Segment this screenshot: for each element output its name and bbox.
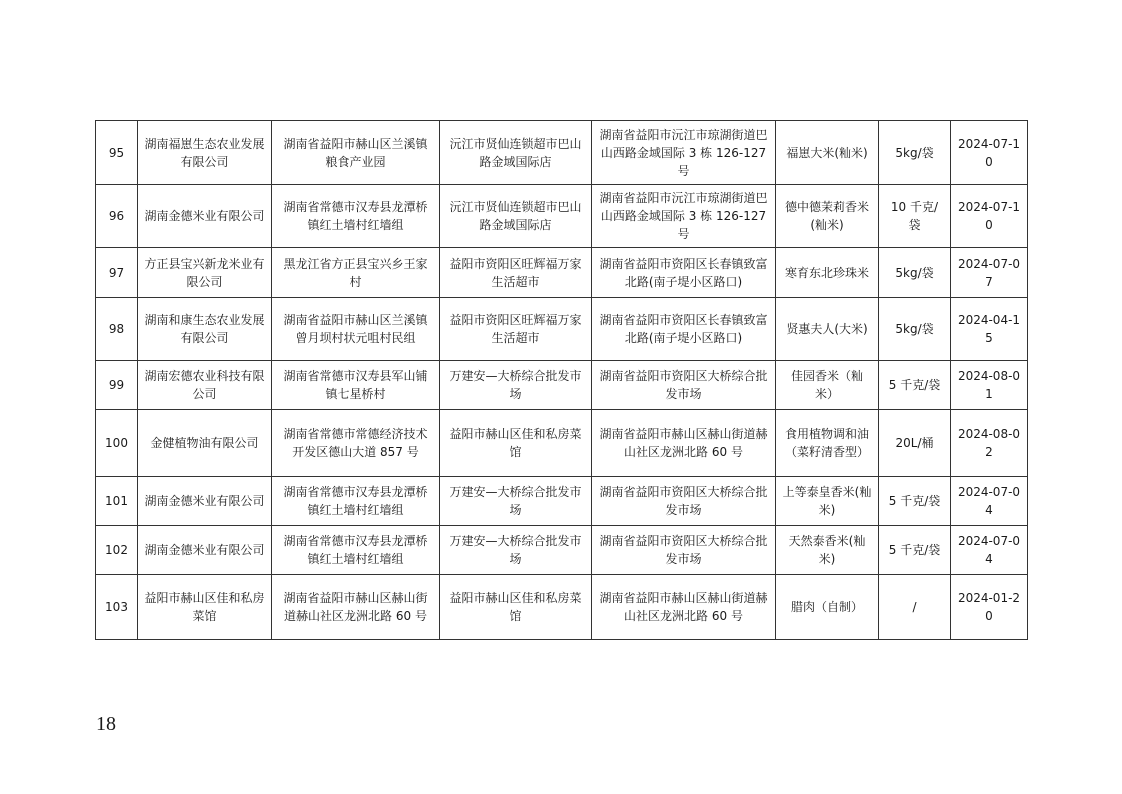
seller-address-cell: 湖南省益阳市资阳区大桥综合批发市场 xyxy=(592,477,776,526)
seller-name-cell: 益阳市资阳区旺辉福万家生活超市 xyxy=(440,298,592,361)
seller-name-cell: 万建安—大桥综合批发市场 xyxy=(440,361,592,410)
product-name-cell: 佳园香米（籼米） xyxy=(776,361,879,410)
seller-address-cell: 湖南省益阳市资阳区长春镇致富北路(南子堤小区路口) xyxy=(592,298,776,361)
producer-address-cell: 湖南省益阳市赫山区赫山街道赫山社区龙洲北路 60 号 xyxy=(272,575,440,640)
seller-name-cell: 万建安—大桥综合批发市场 xyxy=(440,526,592,575)
product-name-cell: 福崽大米(籼米) xyxy=(776,121,879,185)
producer-name-cell: 方正县宝兴新龙米业有限公司 xyxy=(138,248,272,298)
table-row xyxy=(96,121,1028,185)
producer-address-cell: 湖南省常德市汉寿县军山铺镇七星桥村 xyxy=(272,361,440,410)
producer-name-cell: 益阳市赫山区佳和私房菜馆 xyxy=(138,575,272,640)
spec-cell: 5kg/袋 xyxy=(879,298,951,361)
producer-name-cell: 金健植物油有限公司 xyxy=(138,410,272,477)
product-name-cell: 寒育东北珍珠米 xyxy=(776,248,879,298)
seller-address-cell: 湖南省益阳市沅江市琼湖街道巴山西路金域国际 3 栋 126-127 号 xyxy=(592,185,776,248)
spec-cell: 10 千克/袋 xyxy=(879,185,951,248)
row-number-cell: 98 xyxy=(96,298,138,361)
spec-cell: 5 千克/袋 xyxy=(879,526,951,575)
producer-address-cell: 黑龙江省方正县宝兴乡王家村 xyxy=(272,248,440,298)
seller-name-cell: 益阳市赫山区佳和私房菜馆 xyxy=(440,410,592,477)
producer-name-cell: 湖南宏德农业科技有限公司 xyxy=(138,361,272,410)
producer-address-cell: 湖南省常德市汉寿县龙潭桥镇红土墙村红墙组 xyxy=(272,477,440,526)
row-number-cell: 95 xyxy=(96,121,138,185)
date-cell: 2024-08-01 xyxy=(951,361,1028,410)
seller-address-cell: 湖南省益阳市资阳区大桥综合批发市场 xyxy=(592,361,776,410)
producer-name-cell: 湖南金德米业有限公司 xyxy=(138,526,272,575)
row-number-cell: 97 xyxy=(96,248,138,298)
seller-name-cell: 万建安—大桥综合批发市场 xyxy=(440,477,592,526)
date-cell: 2024-07-10 xyxy=(951,185,1028,248)
table-row xyxy=(96,298,1028,361)
product-name-cell: 天然泰香米(籼米) xyxy=(776,526,879,575)
seller-name-cell: 沅江市贤仙连锁超市巴山路金域国际店 xyxy=(440,185,592,248)
date-cell: 2024-04-15 xyxy=(951,298,1028,361)
producer-name-cell: 湖南金德米业有限公司 xyxy=(138,477,272,526)
spec-cell: 20L/桶 xyxy=(879,410,951,477)
producer-address-cell: 湖南省益阳市赫山区兰溪镇粮食产业园 xyxy=(272,121,440,185)
product-name-cell: 食用植物调和油（菜籽清香型） xyxy=(776,410,879,477)
table-row xyxy=(96,526,1028,575)
spec-cell: / xyxy=(879,575,951,640)
date-cell: 2024-07-04 xyxy=(951,526,1028,575)
producer-address-cell: 湖南省常德市汉寿县龙潭桥镇红土墙村红墙组 xyxy=(272,185,440,248)
date-cell: 2024-07-10 xyxy=(951,121,1028,185)
table-row xyxy=(96,410,1028,477)
producer-name-cell: 湖南和康生态农业发展有限公司 xyxy=(138,298,272,361)
producer-name-cell: 湖南金德米业有限公司 xyxy=(138,185,272,248)
row-number-cell: 102 xyxy=(96,526,138,575)
seller-address-cell: 湖南省益阳市赫山区赫山街道赫山社区龙洲北路 60 号 xyxy=(592,575,776,640)
product-name-cell: 上等泰皇香米(籼米) xyxy=(776,477,879,526)
row-number-cell: 101 xyxy=(96,477,138,526)
row-number-cell: 99 xyxy=(96,361,138,410)
producer-address-cell: 湖南省常德市汉寿县龙潭桥镇红土墙村红墙组 xyxy=(272,526,440,575)
product-name-cell: 腊肉（自制） xyxy=(776,575,879,640)
seller-address-cell: 湖南省益阳市资阳区长春镇致富北路(南子堤小区路口) xyxy=(592,248,776,298)
row-number-cell: 103 xyxy=(96,575,138,640)
table-row xyxy=(96,361,1028,410)
seller-address-cell: 湖南省益阳市赫山区赫山街道赫山社区龙洲北路 60 号 xyxy=(592,410,776,477)
table-row xyxy=(96,477,1028,526)
product-name-cell: 贤惠夫人(大米) xyxy=(776,298,879,361)
seller-address-cell: 湖南省益阳市资阳区大桥综合批发市场 xyxy=(592,526,776,575)
table-row xyxy=(96,575,1028,640)
product-name-cell: 德中德茉莉香米(籼米) xyxy=(776,185,879,248)
producer-address-cell: 湖南省益阳市赫山区兰溪镇曾月坝村状元咀村民组 xyxy=(272,298,440,361)
producer-address-cell: 湖南省常德市常德经济技术开发区德山大道 857 号 xyxy=(272,410,440,477)
date-cell: 2024-01-20 xyxy=(951,575,1028,640)
records-table xyxy=(95,120,1028,640)
date-cell: 2024-08-02 xyxy=(951,410,1028,477)
spec-cell: 5kg/袋 xyxy=(879,121,951,185)
spec-cell: 5kg/袋 xyxy=(879,248,951,298)
table-row xyxy=(96,248,1028,298)
date-cell: 2024-07-07 xyxy=(951,248,1028,298)
row-number-cell: 100 xyxy=(96,410,138,477)
producer-name-cell: 湖南福崽生态农业发展有限公司 xyxy=(138,121,272,185)
spec-cell: 5 千克/袋 xyxy=(879,361,951,410)
row-number-cell: 96 xyxy=(96,185,138,248)
page-number: 18 xyxy=(96,713,116,735)
seller-address-cell: 湖南省益阳市沅江市琼湖街道巴山西路金域国际 3 栋 126-127 号 xyxy=(592,121,776,185)
seller-name-cell: 沅江市贤仙连锁超市巴山路金域国际店 xyxy=(440,121,592,185)
spec-cell: 5 千克/袋 xyxy=(879,477,951,526)
seller-name-cell: 益阳市赫山区佳和私房菜馆 xyxy=(440,575,592,640)
seller-name-cell: 益阳市资阳区旺辉福万家生活超市 xyxy=(440,248,592,298)
table-row xyxy=(96,185,1028,248)
date-cell: 2024-07-04 xyxy=(951,477,1028,526)
